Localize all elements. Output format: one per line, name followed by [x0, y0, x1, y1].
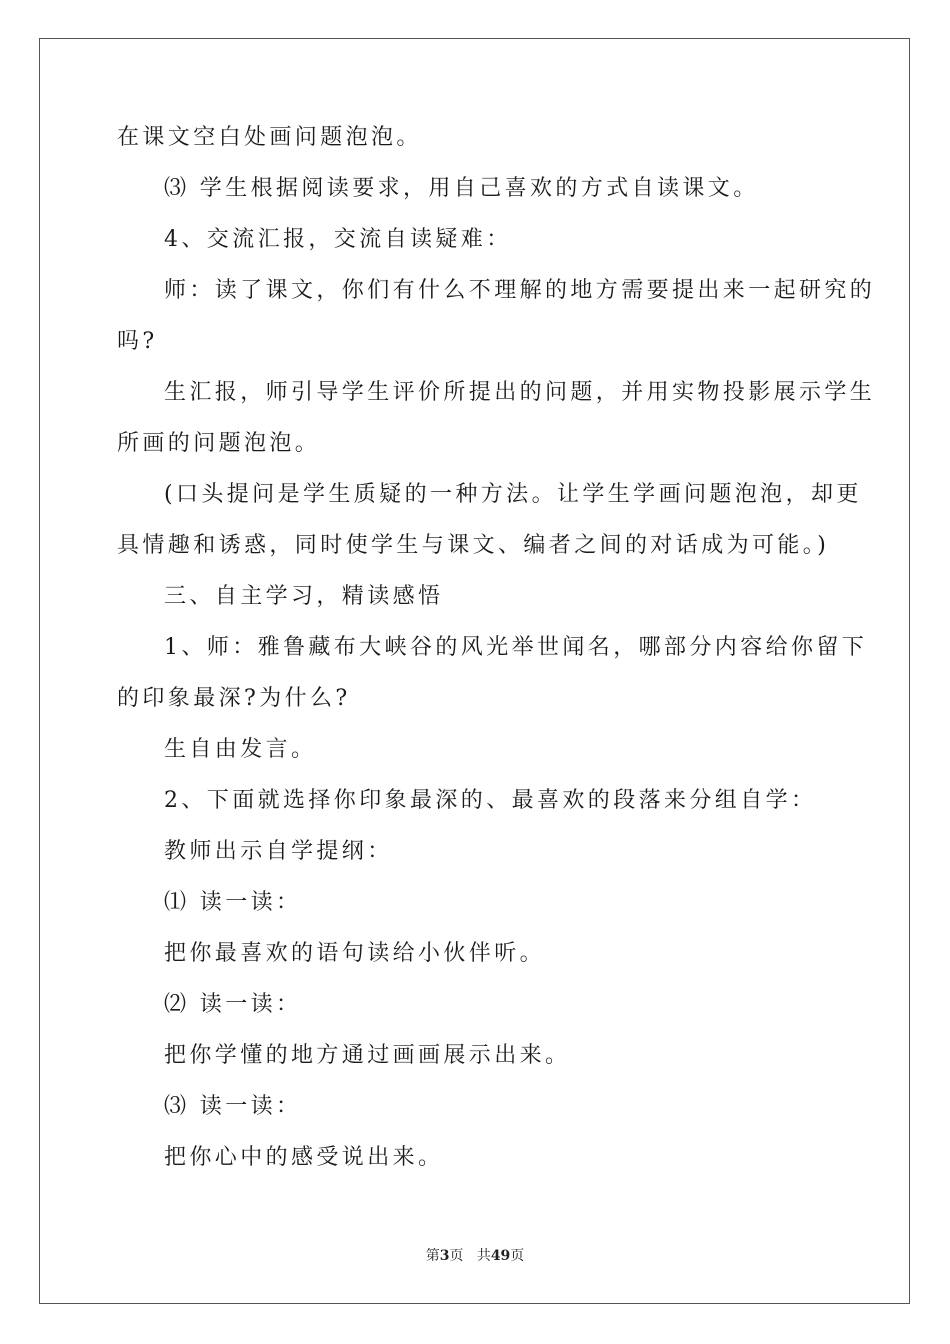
- text-line: (口头提问是学生质疑的一种方法。让学生学画问题泡泡，却更: [164, 482, 862, 507]
- section-heading: 三、自主学习，精读感悟: [164, 584, 444, 609]
- page-prefix: 第: [425, 1248, 440, 1264]
- text-line: 把你学懂的地方通过画画展示出来。: [164, 1043, 571, 1068]
- text-line: 师：读了课文，你们有什么不理解的地方需要提出来一起研究的: [164, 278, 876, 303]
- text-line: 吗?: [117, 329, 158, 354]
- text-line: 把你最喜欢的语句读给小伙伴听。: [164, 941, 546, 966]
- text-line: ⑵ 读一读：: [164, 992, 302, 1017]
- text-line: 1、师：雅鲁藏布大峡谷的风光举世闻名，哪部分内容给你留下: [164, 635, 868, 660]
- text-line: 所画的问题泡泡。: [117, 431, 321, 456]
- page-number: 3: [439, 1248, 450, 1264]
- page-footer: [0, 1246, 950, 1266]
- page-suffix: 页: [449, 1248, 464, 1264]
- text-line: ⑴ 读一读：: [164, 890, 302, 915]
- text-line: 把你心中的感受说出来。: [164, 1145, 444, 1170]
- total-prefix: 共: [476, 1248, 491, 1264]
- text-line: 2、下面就选择你印象最深的、最喜欢的段落来分组自学：: [164, 788, 817, 813]
- text-line: 生汇报，师引导学生评价所提出的问题，并用实物投影展示学生: [164, 380, 876, 405]
- text-line: 的印象最深?为什么?: [117, 686, 351, 711]
- text-line: 生自由发言。: [164, 737, 317, 762]
- text-line: 教师出示自学提纲：: [164, 839, 393, 864]
- text-line: 4、交流汇报，交流自读疑难：: [164, 227, 512, 252]
- text-line: 在课文空白处画问题泡泡。: [117, 125, 422, 150]
- text-line: 具情趣和诱惑，同时使学生与课文、编者之间的对话成为可能。): [117, 533, 830, 558]
- total-suffix: 页: [510, 1248, 525, 1264]
- total-pages: 49: [490, 1248, 511, 1264]
- text-line: ⑶ 学生根据阅读要求，用自己喜欢的方式自读课文。: [164, 176, 759, 201]
- text-line: ⑶ 读一读：: [164, 1094, 302, 1119]
